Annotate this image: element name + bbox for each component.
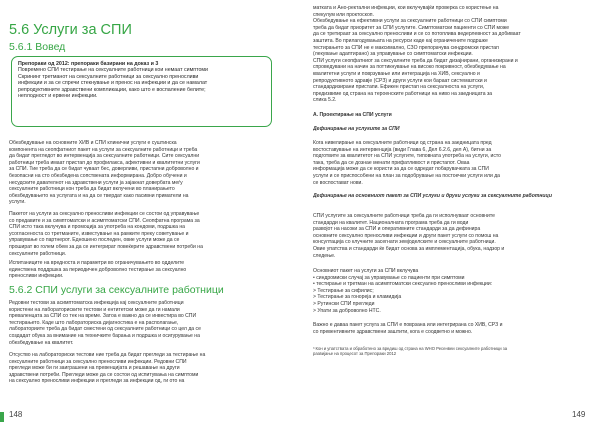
list-intro: Основниот пакет на услуги за СПИ вклучува — [313, 268, 419, 274]
list-item: > Рутински СПИ прегледи — [313, 300, 375, 307]
text-line: следење. — [313, 252, 336, 259]
text-line: основните сексуално преносливи инфекции и други пакет услуги со помош на — [313, 232, 499, 239]
paragraph-assessment — [313, 140, 590, 186]
paragraph-integration — [313, 322, 590, 335]
text-line: стандарди на квалитет. Националната програма треба да ги води — [313, 219, 469, 226]
text-line: востоставување на интервенција (види Глава 6, Дел 6.2.6, дел А), битни за — [313, 146, 492, 153]
paragraph-evidence — [9, 260, 277, 280]
paragraph-syndromic — [313, 5, 590, 104]
text-line: со предавите и за симптоматски и асимптоматски СПИ. Сеопфатна програма за — [9, 217, 200, 224]
paragraph-standards — [313, 213, 590, 259]
text-line: СПИ услугите за сексуалните работници треба да ги исполнуваат основните — [313, 213, 495, 219]
section-heading-intro: 5.6.1 Вовед — [9, 41, 66, 53]
text-line: Кога нивелирање на сексуалните работници од страна на заедницата пред — [313, 140, 492, 146]
text-line: прегледи може би ги заиграшени на превенцијата и решавање на други — [9, 365, 180, 372]
recommendation-line: репродуктивните здравствени компликации, како што е воспаление белите; — [18, 86, 206, 93]
text-line: матката и Ано-ректални инфекции, кои вклучувајќи проверка со користење на — [313, 5, 499, 11]
text-line: сексуалните работници за сексуално преносливи инфекции. Редовни СПИ — [9, 358, 187, 365]
text-line: СПИ услуги сеопфатниот за сексуалните треба да бидат дизајнирани, организирани и — [313, 57, 518, 64]
text-line: да бидат прегледот во интервенција за сексуалните работници. Сите сексуални — [9, 153, 200, 160]
text-line: на сексуално преносливи инфекции и прегледи за инфекции од, ги ото на — [9, 378, 185, 385]
text-line: предизвиме од страна на тероенските работници на ниво на заедницата за — [313, 90, 493, 97]
text-line: несудските давателнот на здравствени услуги ја зајакнат довербата меѓу — [9, 179, 183, 186]
text-line: обезбедување на квалитет. — [9, 339, 74, 346]
text-line: Отсуство на лабораториски тестови ние треба да бидат прегледи за тестирање на — [9, 352, 206, 358]
text-line: Овие упатства и стандарди ќе бидат основа за имплементација, обука, надзор и — [313, 245, 505, 252]
paragraph-intro — [9, 140, 277, 206]
text-line: заштита. Во прилагодувањата на ресурси каде кај ограничените подршке — [313, 37, 488, 44]
list-item: • тестирање и третман на асимптоматски сексуално преносливи инфекции: — [313, 281, 493, 288]
subheading-define: Дефинирање на услугите за СПИ — [313, 126, 400, 132]
subheading-package: Дефинирање на основниот пакет за СПИ услуги и други услуги за сексуалните работници — [313, 193, 552, 199]
text-line: усогласеноста со третманите, известување на рамките преку советување и — [9, 230, 189, 237]
list-item: • синдромиски случај за управување со пациенти при симптоми — [313, 274, 465, 281]
text-line: Пакетот на услуги за сексуално преносливи инфекции се состои од управување — [9, 211, 200, 217]
text-line: користени на лабораториските тестови и ентитетски може да ги намали — [9, 306, 180, 313]
text-line: СПИ исто така вклучува и промоција за употреба на кондоми, подршка на — [9, 224, 185, 231]
page-title: 5.6 Услуги за СПИ — [9, 22, 132, 38]
text-line: здравствени потреби. Прегледи може да се состои од испитувања на симптоми — [9, 371, 199, 378]
text-line: развојот на насоки за СПИ и оперативните стандарди за да дефинира — [313, 226, 481, 233]
text-line: компонента на сеопфатниот пакет на услуги за сексуалните работници и треба — [9, 146, 198, 153]
text-line: спроведувани на начин за поттикнување на високо покривност, обезбедување на — [313, 64, 506, 71]
text-line: создадат обука за внимание на техничките барања и подршка и осигурување на — [9, 332, 200, 339]
section-a-heading: А. Проектирање на СПИ услуги — [313, 112, 392, 118]
text-line: преваленцата за СПИ со тек на време. Затоа е важно да се инвестира во СПИ — [9, 313, 197, 320]
text-line: спекулум или проктоскоп. — [313, 11, 374, 18]
text-line: квалитетни услуги и поврзување или интеграција на ХИВ, сексуално и — [313, 70, 480, 77]
text-line: консултација со клучните засегнати земјоделските и сексуалните работници. — [313, 239, 496, 246]
service-list — [313, 268, 590, 314]
text-line: така, треба да се дознае менати прифатливост и пристапот. Оваа — [313, 159, 470, 166]
text-line: тестирањето за СПИ не е максимално, СЗО препорачува синдромски пристап — [313, 44, 499, 51]
recommendation-line: инфекции и за се спречи стекнување и пренос на инфекции и да се намалат — [18, 80, 208, 87]
page-number-right: 149 — [572, 410, 586, 419]
recommendation-line: неплодност и ервени инфекции. — [18, 93, 98, 100]
footnote-line: развијање на процесот за Препораки 2012 — [313, 351, 397, 357]
text-line: репродуктивното здравје (СРЗ) и други услуги кои бараат системазтски и — [313, 77, 487, 84]
list-item: > Тестирање за гонореја и кламидија — [313, 294, 402, 301]
text-line: работници треба имаат пристап до профилакса, афективни и квалитетни услуги — [9, 159, 200, 166]
list-item: > Тестирање за сифилис; — [313, 287, 374, 294]
text-line: со превентивните здравствени заштити, кога е соодветно и можно. — [313, 328, 473, 335]
text-line: Обезбедување на ефективни услуги за сексуалните работници со СПИ симптоми — [313, 18, 507, 25]
recommendation-line: Повремено СПИ тестирање на сексуалните работници кои немаат симптоми — [18, 67, 209, 74]
paragraph-testing — [9, 300, 277, 346]
text-line: услуги. — [9, 199, 26, 206]
text-line: слика 5.2. — [313, 97, 337, 104]
text-line: стандардизирани пристапи. Ефикен пристап на сексуалноста на услуги, — [313, 84, 485, 91]
text-line: да се третираат за сексуално преносливи и се со потоплива ведерлевност за добиваат — [313, 31, 521, 38]
text-line: преносливи инфекции. — [9, 273, 64, 280]
recommendation-title: Препораки од 2012: препораки базирани на доказ и 3 — [18, 61, 159, 67]
text-line: обезбедувањето на услугата и на да се твердат како пасивни приматели на — [9, 192, 189, 199]
subheading-block — [313, 193, 590, 200]
text-line: подготвите за квалитетот на СПИ услугите, типовната употреба на услуги, исто — [313, 153, 501, 160]
text-line: единствена поддршка за периодичен доброволно тестирање за сексуално — [9, 266, 187, 273]
text-line: услуги и се приспособени на план за подобрување на постоечки услуги или да — [313, 172, 501, 179]
text-line: (лекување адаптирано) за управување со симптоматски инфекции. — [313, 51, 473, 58]
paragraph-package — [9, 211, 277, 257]
text-line: се воспостават нови. — [313, 179, 363, 186]
paragraph-lab — [9, 352, 277, 385]
text-line: Испитаниците на вредноста и параметри во ограничувањето во одделите — [9, 260, 185, 266]
recommendation-box — [11, 56, 272, 127]
recommendation-line: Скрининг третманот на сексуалните работници за сексуално преносливи — [18, 73, 199, 80]
text-line: сексуалните работници кон треба да бидат вклучени во планирањето — [9, 186, 175, 193]
text-line: за СПИ. Тие треба да се бидат чуваат бес, доверливи, пристапни доброволно и — [9, 166, 199, 173]
text-line: Важно е даваа пакет услуга за СПИ е поврзана или интегрирана со ХИВ, СРЗ и — [313, 322, 503, 328]
text-line: информација може да се користи за да се одредат побарувачката за СПИ — [313, 166, 489, 173]
footnote — [313, 346, 590, 357]
text-line: треба да бидат приоритет за СПИ услугите. Симптоматски пациенти со СПИ може — [313, 24, 510, 31]
text-line: управување со партнерот. Едношено последен, овие услуги може да се — [9, 237, 180, 244]
footnote-line: ³ Кон и упатствата и обработено за вредиш од страна на WHO Ресенвеи сексуалните работници за — [313, 346, 508, 351]
section-a-heading-block — [313, 112, 590, 119]
text-line: Обезбедување на основните ХИВ и СПИ клинични услуги е суштинска — [9, 140, 177, 146]
text-line: Редовни тестови за асимптоматска инфекција кај сексуалните работници — [9, 300, 184, 306]
text-line: сексуалните работници. — [9, 250, 67, 257]
subheading-block — [313, 126, 590, 133]
text-line: лабораториите треба да бидат сместени од сексуалните работници со цел да се — [9, 326, 201, 333]
section-heading-sw-services: 5.6.2 СПИ услуги за сексуалните работници — [9, 284, 224, 296]
text-line: прошират во голем обем за да се интегрират повеќерите здравствени потреби на — [9, 243, 203, 250]
text-line: тестирањето. Каде што лабораториска дијагностика е на располагање, — [9, 319, 179, 326]
page-number-left: 148 — [9, 410, 23, 419]
list-item: > Упати за доброволно HTC. — [313, 307, 381, 314]
text-line: безопасни на сто обезбедена сопствената информирана. Добро обучени и — [9, 172, 187, 179]
page-edge-bar — [0, 412, 4, 422]
